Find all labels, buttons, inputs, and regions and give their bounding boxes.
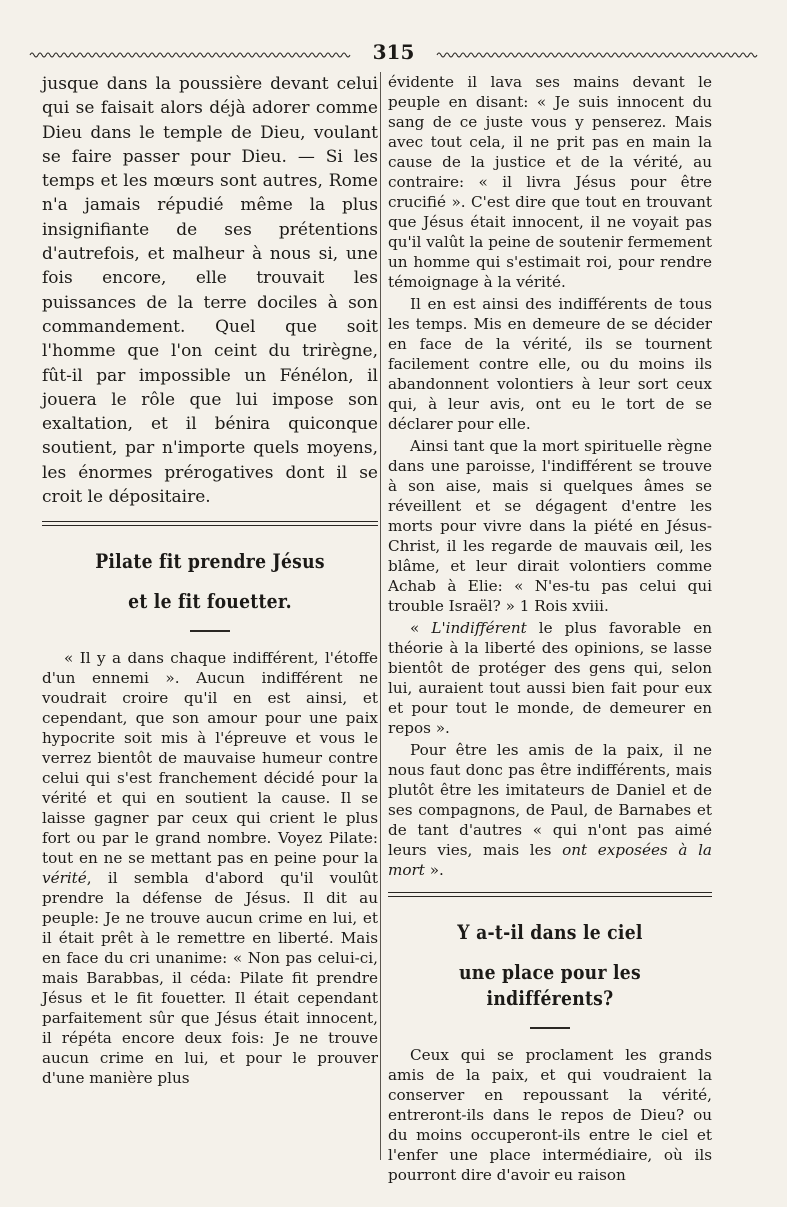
title-underline bbox=[530, 1027, 570, 1029]
paragraph: Il en est ainsi des indifférents de tous les temps. Mis en demeure de se décider en face de la vérité, ils se tournent facilement contre elle, ou du moins ils abandonnent volontiers à leur sort ceux qui, à leur avis, ont eu le tort de se déclarer pour elle. bbox=[388, 295, 712, 433]
text-run: « Il y a dans chaque indifférent, l'étoffe d'un ennemi ». Aucun indifférent ne voudrait croire qu'il en est ainsi, et cependant, que son amour pour une paix hypocrite soit mis à l'épreuve et vous le verrez bientôt de mauvaise humeur contre celui qui s'est franchement décidé pour la vérité et qui en soutient la cause. Il se laisse gagner par ceux qui crient le plus fort ou par le grand nombre. Voyez Pilate: tout en ne se mettant pas en peine pour la bbox=[42, 649, 378, 868]
header-ornament-right bbox=[437, 51, 757, 59]
page-number: 315 bbox=[372, 40, 415, 64]
section-title-line1: Y a-t-il dans le ciel bbox=[457, 920, 643, 944]
text-run: le plus favorable en théorie à la liberté des opinions, se lasse bientôt de protéger des gens qui, selon lui, auraient tout aussi bien fait pour eux et pour tout le monde, de demeurer en repos ». bbox=[388, 619, 712, 737]
section-title-line1: Pilate fit prendre Jésus bbox=[95, 549, 325, 574]
column-divider bbox=[380, 72, 381, 1160]
text-run: , il sembla d'abord qu'il voulût prendre la défense de Jésus. Il dit au peuple: Je ne trouve aucun crime en lui, et il était prêt à le remettre en liberté. Mais en face du cri unanime: « Non pas celui-ci, mais Barabbas, il céda: Pilate fit prendre Jésus et le fit fouetter. Il était cependant parfaitement sûr que Jésus était innocent, il répéta encore deux fois: Je ne trouve aucun crime en lui, et pour le prouver d'une manière plus bbox=[42, 869, 378, 1088]
emphasis: vérité bbox=[42, 869, 87, 888]
intro-paragraph: jusque dans la poussière devant celui qui se faisait alors déjà adorer comme Dieu dans le temple de Dieu, voulant se faire passer pour Dieu. — Si les temps et les mœurs sont autres, Rome n'a jamais répudié même la plus insignifiante de ses prétentions d'autrefois, et malheur à nous si, une fois encore, elle trouvait les puissances de la terre dociles à son commandement. Quel que soit l'homme que l'on ceint du trirègne, fût-il par impossible un Fénélon, il jouera le rôle que lui impose son exaltation, et il bénira quiconque soutient, par n'importe quels moyens, les énormes prérogatives dont il se croit le dépositaire. bbox=[42, 74, 378, 508]
left-column bbox=[42, 72, 378, 1162]
section-title-line2: une place pour les indifférents? bbox=[459, 960, 641, 1010]
emphasis: ont exposées à la mort bbox=[388, 841, 712, 879]
page-header bbox=[30, 38, 757, 68]
section-title-block bbox=[388, 919, 712, 1011]
emphasis: L'indifférent bbox=[431, 619, 527, 637]
text-run: ». bbox=[424, 861, 444, 879]
paragraph: Ainsi tant que la mort spirituelle règne dans une paroisse, l'indifférent se trouve à son aise, mais si quelques âmes se réveillent et se dégagent d'entre les morts pour vivre dans la piété en Jésus-Christ, il les regarde de mauvais œil, les blâme, et leur dirait volontiers comme Achab à Elie: « N'es-tu pas celui qui trouble Israël? » 1 Rois xviii. bbox=[388, 437, 712, 615]
paragraph: évidente il lava ses mains devant le peuple en disant: « Je suis innocent du sang de ce juste vous y penserez. Mais avec tout cela, il ne prit pas en main la cause de la justice et de la vérité, au contraire: « il livra Jésus pour être crucifié ». C'est dire que tout en trouvant que Jésus était innocent, il ne voyait pas qu'il valût la peine de soutenir fermement un homme qui s'estimait roi, pour rendre témoignage à la vérité. bbox=[388, 73, 712, 291]
text-run: Pour être les amis de la paix, il ne nous faut donc pas être indifférents, mais plutôt être les imitateurs de Daniel et de ses compagnons, de Paul, de Barnabes et de tant d'autres « qui n'ont pas aimé leurs vies, mais les bbox=[388, 741, 712, 859]
section-paragraph: Ceux qui se proclament les grands amis de la paix, et qui voudraient la conserver en repoussant la vérité, entreront-ils dans le repos de Dieu? ou du moins occuperont-ils entre le ciel et l'enfer une place intermédiaire, où ils pourront dire d'avoir eu raison bbox=[388, 1046, 712, 1184]
section-divider bbox=[388, 892, 712, 897]
section-paragraph bbox=[42, 648, 378, 1088]
text-run: « bbox=[410, 619, 432, 637]
section-title-block bbox=[42, 548, 378, 614]
right-column bbox=[388, 72, 712, 1184]
paragraph bbox=[388, 740, 712, 880]
paragraph bbox=[388, 618, 712, 738]
section-title-line2: et le fit fouetter. bbox=[128, 589, 292, 614]
title-underline bbox=[190, 630, 230, 632]
section-divider bbox=[42, 521, 378, 526]
